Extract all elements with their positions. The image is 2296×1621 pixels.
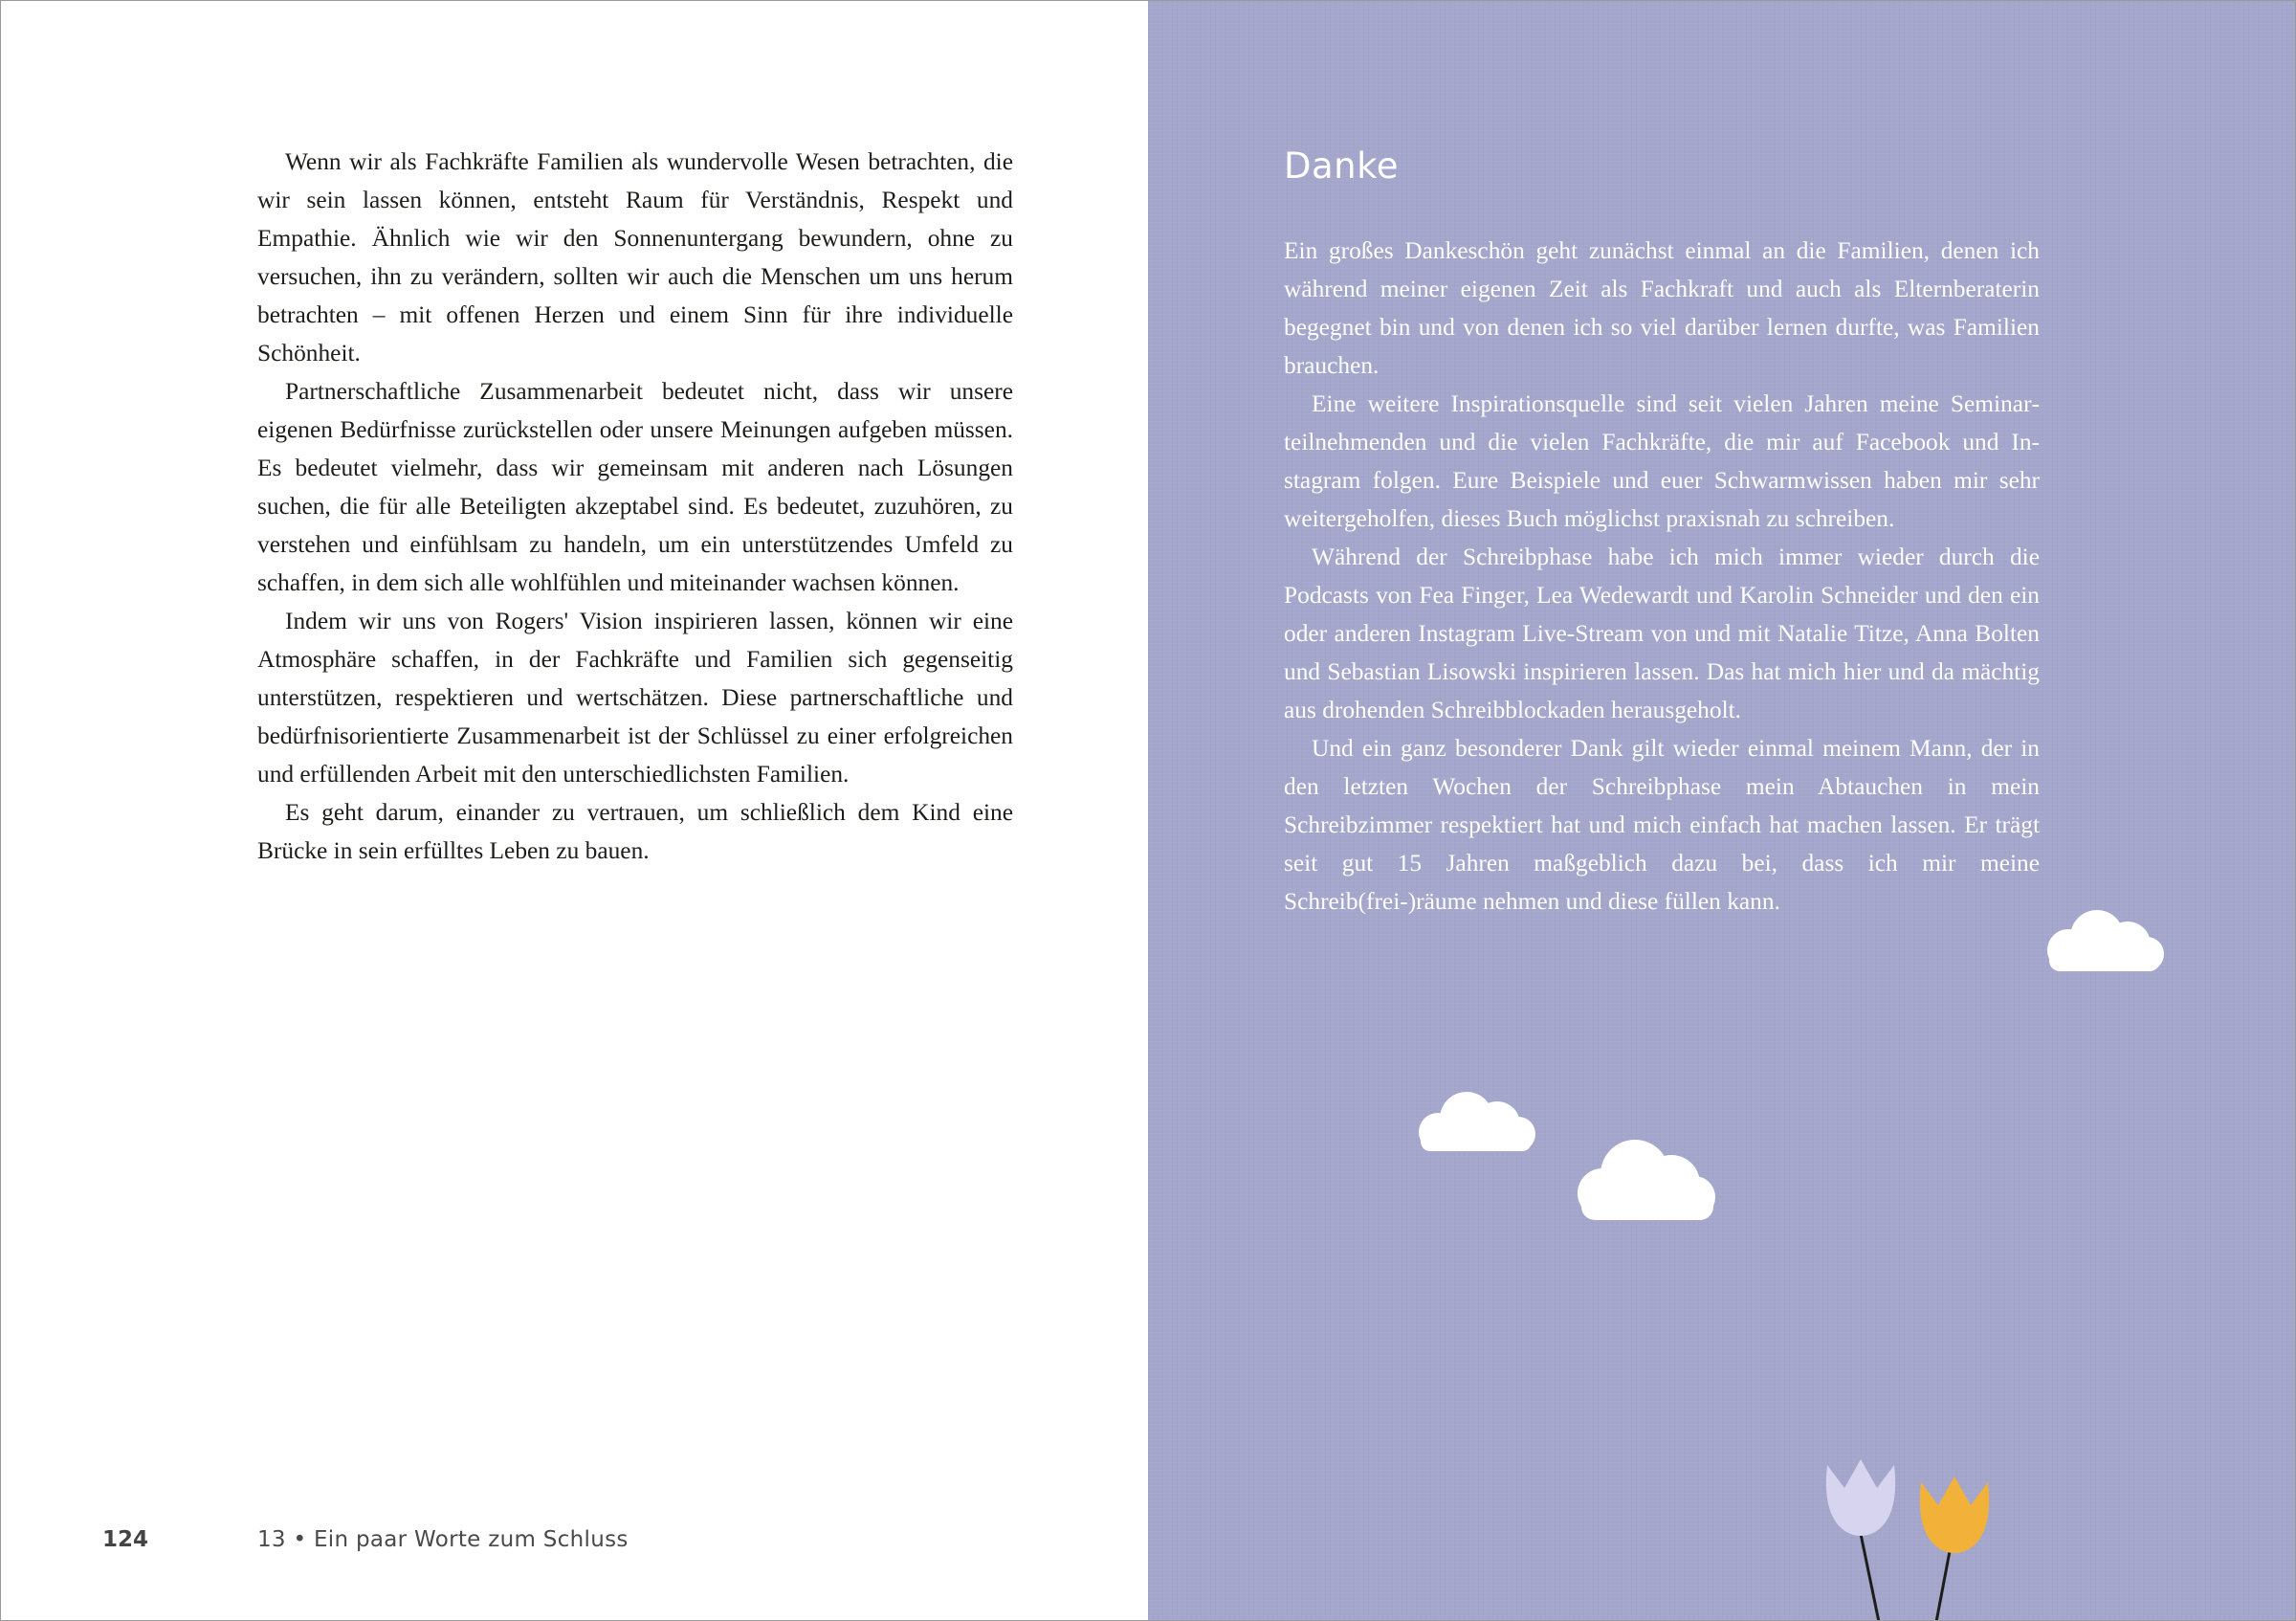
- cloud-icon: [1411, 1088, 1537, 1153]
- right-page: [1148, 1, 2295, 1620]
- page-number: 124: [102, 1527, 149, 1552]
- paragraph: Eine weitere Inspirationsquelle sind seit vielen Jahren meine Seminarteilnehmenden und die vielen Fachkräfte, die mir auf Facebook und Instagram folgen. Eure Beispiele und euer Schwarmwissen haben mir sehr weitergeholfen, dieses Buch möglichst praxisnah zu schreiben.: [1284, 390, 2040, 532]
- tulip-icon: [1808, 1455, 1913, 1621]
- paragraph: Ein großes Dankeschön geht zunächst einmal an die Familien, denen ich während meiner eigenen Zeit als Fachkraft und auch als Elternberaterin begegnet bin und von denen ich so viel darüber lernen durfte, was Familien brauchen.: [1284, 237, 2040, 379]
- section-title: Danke: [1284, 145, 1399, 187]
- cloud-icon: [1572, 1136, 1717, 1222]
- paragraph: Während der Schreibphase habe ich mich immer wieder durch die Podcasts von Fea Finger, Lea Wedewardt und Karolin Schneider und den ein oder anderen Instagram Live-Stream von und mit Natalie Titze, Anna Bolten und Sebastian Lisowski inspirieren lassen. Das hat mich hier und da mächtig aus drohenden Schreibblockaden herausgeholt.: [1284, 544, 2040, 723]
- paragraph: Wenn wir als Fachkräfte Familien als wundervolle Wesen betrachten, die wir sein lassen können, entsteht Raum für Verständnis, Respekt und Empathie. Ähnlich wie wir den Sonnenuntergang bewundern, ohne zu versuchen, ihn zu verändern, sollten wir auch die Menschen um uns herum betrachten – mit offenen Herzen und einem Sinn für ihre individuelle Schönheit.: [257, 148, 1013, 366]
- paragraph: Indem wir uns von Rogers' Vision inspirieren lassen, können wir eine Atmosphäre schaffen, in der Fachkräfte und Familien sich gegenseitig unterstützen, respektieren und wertschätzen. Diese partnerschaftliche und bedürfnisorientierte Zusammenarbeit ist der Schlüssel zu einer erfolgreichen und erfüllenden Arbeit mit den unterschiedlichsten Familien.: [257, 608, 1013, 788]
- paragraph: Partnerschaftliche Zusammenarbeit bedeutet nicht, dass wir unsere eigenen Bedürfnisse zurückstellen oder unsere Meinungen aufgeben müssen. Es bedeutet vielmehr, dass wir gemeinsam mit anderen nach Lösungen suchen, die für alle Beteiligten akzeptabel sind. Es bedeutet, zuzuhören, zu verstehen und einfühlsam zu handeln, um ein unterstützendes Umfeld zu schaffen, in dem sich alle wohlfühlen und miteinander wachsen können.: [257, 378, 1013, 596]
- running-head: 13 • Ein paar Worte zum Schluss: [257, 1527, 629, 1552]
- left-page: [1, 1, 1148, 1620]
- left-body-text: [257, 143, 1013, 870]
- paragraph: Es geht darum, einander zu vertrauen, um schließlich dem Kind eine Brücke in sein erfülltes Leben zu bauen.: [257, 799, 1013, 864]
- paragraph: Und ein ganz besonderer Dank gilt wieder einmal meinem Mann, der in den letzten Wochen der Schreibphase mein Abtauchen in mein Schreibzimmer respektiert hat und mich einfach hat machen lassen. Er trägt seit gut 15 Jahren maßgeblich dazu bei, dass ich mir meine Schreib(frei-)räume nehmen und diese füllen kann.: [1284, 735, 2040, 915]
- tulip-icon: [1902, 1473, 2007, 1621]
- cloud-icon: [2040, 908, 2166, 973]
- right-body-text: [1284, 232, 2040, 921]
